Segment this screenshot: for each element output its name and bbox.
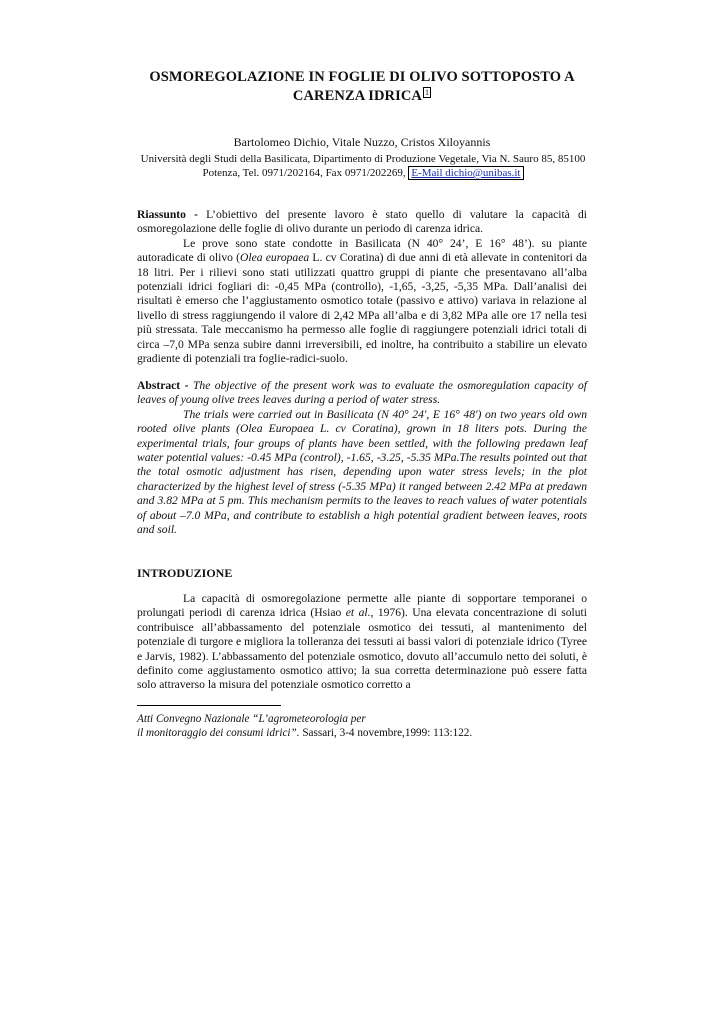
author-list: Bartolomeo Dichio, Vitale Nuzzo, Cristos Xiloyannis <box>233 135 491 149</box>
introduction-section <box>137 592 587 693</box>
footnote <box>137 712 587 740</box>
abstract-paragraph-1: The objective of the present work was to evaluate the osmoregulation capacity of leaves of young olive trees leaves during a period of water stress. <box>137 379 588 407</box>
riassunto-paragraph-2-end: L. cv Coratina) di due anni di età allevate in contenitori da 18 litri. Per i rilievi sono stati utilizzati quattro gruppi di piante che presentavano all’alba potenziali idrici fogliari di: -0,45 MPa (controllo), -1,65, -3,25, -5,35 MPa. Dall’analisi dei risultati è emerso che l’aggiustamento osmotico totale (passivo e attivo) variava in relazione al livello di stress raggiungendo il valore di 2,42 MPa all’alba e di 3,82 MPa alle ore 17 nella tesi più stressata. Tale meccanismo ha permesso alle foglie di raggiungere potenziali idrici totali di circa –7,0 MPa senza subire danni irreversibili, ed inoltre, ha contribuito a stabilire un elevato gradiente di potenziali tra foglie-radici-suolo. <box>137 251 587 366</box>
footnote-reference[interactable]: 1 <box>425 88 430 97</box>
footnote-line-2-rest: Sassari, 3-4 novembre,1999: 113:122. <box>299 727 473 739</box>
abstract-label: Abstract - <box>137 379 189 392</box>
footnote-line-1: Atti Convegno Nazionale “L’agrometeorologia per <box>137 713 366 725</box>
paper-title <box>120 68 604 106</box>
intro-text-start: La capacità di osmoregolazione permette alle piante di sopportare temporanei o prolungati periodi di carenza idrica (Hsiao <box>137 592 587 620</box>
abstract-section <box>137 379 587 537</box>
email-link[interactable]: E-Mail dichio@unibas.it <box>408 166 523 180</box>
species-name: Olea europaea <box>240 251 310 265</box>
citation-etal: et al. <box>345 606 371 620</box>
abstract-paragraph-2: The trials were carried out in Basilicata (N 40° 24', E 16° 48') on two years old own rooted olive plants (Olea Europaea L. cv Coratina), grown in 18 liters pots. During the experimental trials, four groups of plants have been settled, with the following predawn leaf water potential values: -0.45 MPa (control), -1.65, -3.25, -5.35 MPa.The results pointed out that the total osmotic adjustment has risen, depending upon water stress levels; in the plot characterized by the highest level of stress (-5.35 MPa) it ranged between 2.42 MPa at predawn and 3.82 MPa at 5 pm. This mechanism permits to the leaves to reach values of water potentials of about –7.0 MPa, and contribute to establish a high potential gradient between leaves, roots and soil. <box>137 407 587 537</box>
riassunto-label: Riassunto - <box>137 208 198 221</box>
title-text: OSMOREGOLAZIONE IN FOGLIE DI OLIVO SOTTOPOSTO A CARENZA IDRICA <box>149 69 575 104</box>
footnote-divider <box>137 705 281 706</box>
affiliation-text: Università degli Studi della Basilicata, Dipartimento di Produzione Vegetale, Via N. Sauro 85, 85100 Potenza, Tel. 0971/202164, Fax 0971/202269, <box>140 153 586 179</box>
footnote-line-2-italic: il monitoraggio dei consumi idrici”. <box>137 727 300 739</box>
footnote-line-2 <box>137 726 587 740</box>
riassunto-paragraph-1: L’obiettivo del presente lavoro è stato quello di valutare la capacità di osmoregolazione delle foglie di olivo durante un periodo di carenza idrica. <box>137 208 587 236</box>
section-heading: INTRODUZIONE <box>137 566 233 580</box>
riassunto-section <box>137 208 587 366</box>
intro-text-end: , 1976). Una elevata concentrazione di soluti contribuisce all’abbassamento del potenziale osmotico dei tessuti, al mantenimento del potenziale di turgore e migliora la tolleranza dei tessuti ai bassi valori di potenziale idrico (Tyree e Jarvis, 1982). L’abbassamento del potenziale osmotico, dovuto all’accumulo netto dei soluti, è definito come aggiustamento osmotico attivo; la sua corretta determinazione può essere fatta solo attraverso la misura del potenziale osmotico corretto a <box>137 606 588 692</box>
riassunto-paragraph-2-start: Le prove sono state condotte in Basilicata (N 40° 24’, E 16° 48’). su piante autoradicate di olivo ( <box>137 236 587 265</box>
affiliation <box>138 152 588 180</box>
